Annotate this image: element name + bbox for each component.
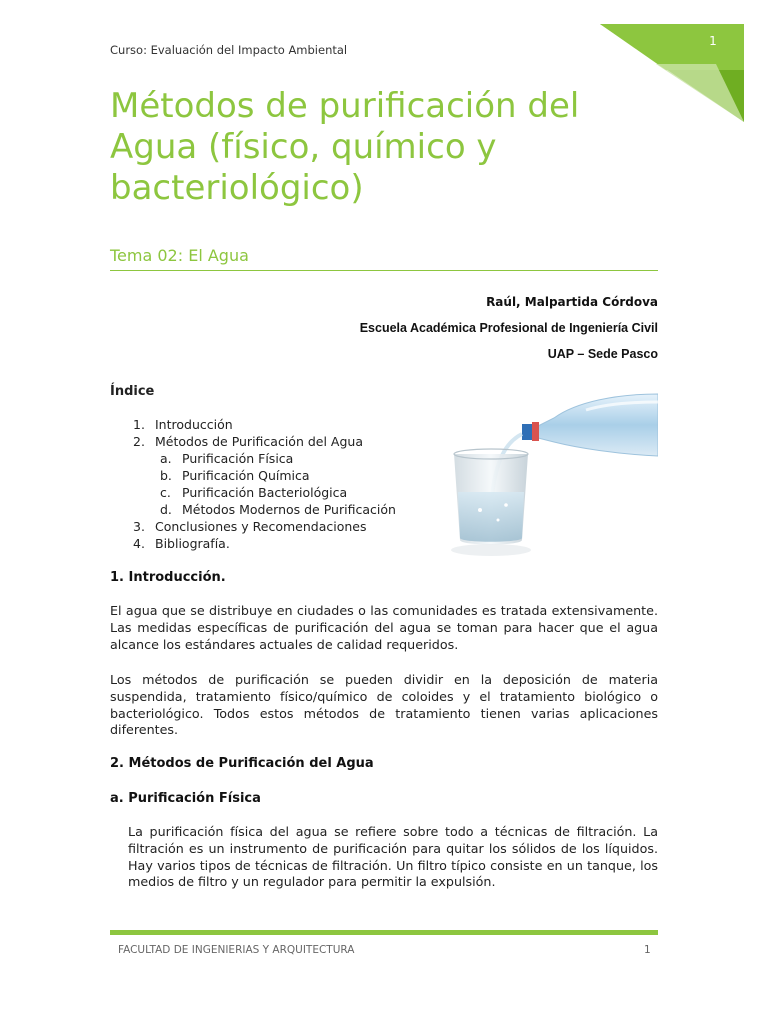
fisica-paragraph: La purificación física del agua se refiere sobre todo a técnicas de filtración. La filtración es un instrumento de purificación para quitar los sólidos de los líquidos. Hay varios tipos de técnicas de filtración. Un filtro típico consiste en un tanque, los medios de filtro y un regulador para permitir la expulsión. — [128, 824, 658, 890]
intro-heading: 1. Introducción. — [110, 570, 226, 585]
toc-subitem[interactable]: c. Purificación Bacteriológica — [160, 485, 348, 500]
toc-item[interactable]: 2. Métodos de Purificación del Agua — [133, 434, 363, 449]
toc-subitem[interactable]: a. Purificación Física — [160, 451, 294, 466]
intro-paragraph-1: El agua que se distribuye en ciudades o las comunidades es tratada extensivamente. Las medidas específicas de purificación del agua se toman para hacer que el agua alcance los estándares actuales de calidad requeridos. — [110, 603, 658, 652]
document-title: Métodos de purificación del Agua (físico, químico y bacteriológico) — [110, 86, 580, 208]
document-subtitle: Tema 02: El Agua — [110, 246, 249, 265]
toc-subitem[interactable]: b. Purificación Química — [160, 468, 310, 483]
fisica-heading: a. Purificación Física — [110, 791, 261, 806]
toc-item[interactable]: 1. Introducción — [133, 417, 233, 432]
footer-faculty: FACULTAD DE INGENIERIAS Y ARQUITECTURA — [118, 944, 355, 956]
toc-item[interactable]: 3. Conclusiones y Recomendaciones — [133, 519, 367, 534]
index-heading: Índice — [110, 384, 155, 399]
toc-subitem[interactable]: d. Métodos Modernos de Purificación — [160, 502, 396, 517]
intro-paragraph-2: Los métodos de purificación se pueden dividir en la deposición de materia suspendida, tratamiento físico/químico de coloides y el tratamiento biológico o bacteriológico. Todos estos métodos de tratamiento tienen varias aplicaciones diferentes. — [110, 672, 658, 738]
footer-page-number: 1 — [644, 944, 651, 956]
header-page-number: 1 — [709, 34, 717, 48]
water-pouring-image — [436, 390, 658, 562]
course-label: Curso: Evaluación del Impacto Ambiental — [110, 43, 348, 57]
author-campus: UAP – Sede Pasco — [547, 347, 658, 361]
author-school: Escuela Académica Profesional de Ingeniería Civil — [359, 321, 658, 335]
footer-rule — [110, 930, 658, 935]
subtitle-rule — [110, 270, 658, 271]
author-name: Raúl, Malpartida Córdova — [486, 295, 658, 309]
toc-item[interactable]: 4. Bibliografía. — [133, 536, 230, 551]
methods-heading: 2. Métodos de Purificación del Agua — [110, 756, 374, 771]
